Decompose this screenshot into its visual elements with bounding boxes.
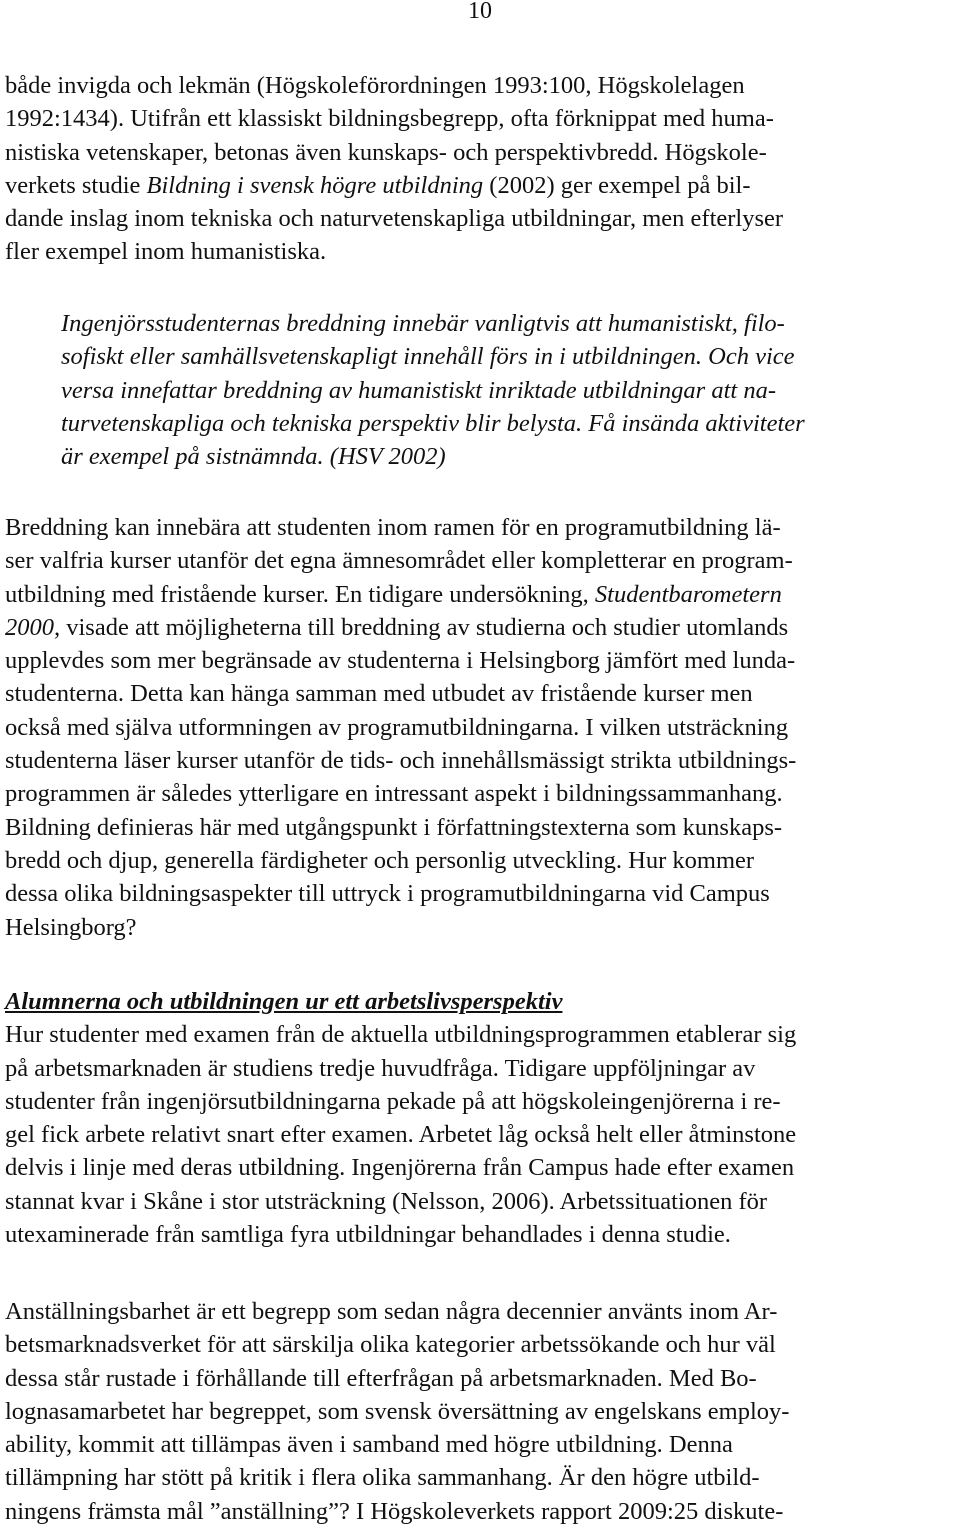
text-line: Anställningsbarhet är ett begrepp som sedan några decennier använts inom Ar- <box>5 1298 778 1325</box>
text-line: fler exempel inom humanistiska. <box>5 238 327 266</box>
text-line: Breddning kan innebära att studenten inom ramen för en programutbildning lä- <box>5 514 781 541</box>
text-line: utexaminerade från samtliga fyra utbildningar behandlades i denna studie. <box>5 1221 731 1249</box>
quote-line: turvetenskapliga och tekniska perspektiv blir belysta. Få insända aktiviteter <box>61 409 805 437</box>
text-line: Hur studenter med examen från de aktuella utbildningsprogrammen etablerar sig <box>5 1021 797 1049</box>
text-line <box>5 169 960 202</box>
text-line: ningens främsta mål ”anställning”? I Högskoleverkets rapport 2009:25 diskute- <box>5 1497 784 1525</box>
text-line: ser valfria kurser utanför det egna ämnesområdet eller kompletterar en program- <box>5 547 793 575</box>
text-line: lognasamarbetet har begreppet, som svensk översättning av engelskans employ- <box>5 1397 790 1425</box>
text-line: delvis i linje med deras utbildning. Ingenjörerna från Campus hade efter examen <box>5 1154 795 1182</box>
text-line: nistiska vetenskaper, betonas även kunskaps- och perspektivbredd. Högskole- <box>5 138 767 166</box>
quote-line: är exempel på sistnämnda. (HSV 2002) <box>61 443 446 471</box>
text-run: (2002) ger exempel på bil- <box>483 171 751 199</box>
section-arbetsliv <box>5 985 960 1251</box>
quote-line: Ingenjörsstudenternas breddning innebär vanligtvis att humanistiskt, filo- <box>61 310 785 337</box>
text-line: programmen är således ytterligare en intressant aspekt i bildningssammanhang. <box>5 780 783 808</box>
text-line: upplevdes som mer begränsade av studenterna i Helsingborg jämfört med lunda- <box>5 647 796 675</box>
text-line: gel fick arbete relativt snart efter examen. Arbetet låg också helt eller åtminstone <box>5 1121 797 1149</box>
paragraph-anstallningsbarhet <box>5 1295 960 1528</box>
text-line: dessa olika bildningsaspekter till uttryck i programutbildningarna vid Campus <box>5 880 770 908</box>
text-run: verkets studie <box>5 171 147 199</box>
text-line: dande inslag inom tekniska och naturvetenskapliga utbildningar, men efterlyser <box>5 205 784 233</box>
survey-title: Studentbarometern <box>594 580 782 608</box>
text-line: studenterna. Detta kan hänga samman med utbudet av fristående kurser men <box>5 680 753 708</box>
text-line: både invigda och lekmän (Högskoleförordningen 1993:100, Högskolelagen <box>5 72 745 99</box>
survey-year: 2000, <box>5 613 61 641</box>
text-run: visade att möjligheterna till breddning av studierna och studier utomlands <box>60 613 789 641</box>
text-line: stannat kvar i Skåne i stor utsträckning (Nelsson, 2006). Arbetssituationen för <box>5 1187 768 1215</box>
text-line: på arbetsmarknaden är studiens tredje huvudfråga. Tidigare uppföljningar av <box>5 1054 756 1082</box>
text-line: bredd och djup, generella färdigheter och personlig utveckling. Hur kommer <box>5 846 755 874</box>
quote-line: sofiskt eller samhällsvetenskapligt innehåll förs in i utbildningen. Och vice <box>61 343 795 371</box>
text-line: ability, kommit att tillämpas även i samband med högre utbildning. Denna <box>5 1431 733 1459</box>
text-line: dessa står rustade i förhållande till efterfrågan på arbetsmarknaden. Med Bo- <box>5 1364 757 1392</box>
text-line: också med själva utformningen av programutbildningarna. I vilken utsträckning <box>5 713 789 741</box>
text-run: utbildning med fristående kurser. En tidigare undersökning, <box>5 580 595 608</box>
section-heading: Alumnerna och utbildningen ur ett arbetslivsperspektiv <box>5 988 563 1015</box>
quote-line: versa innefattar breddning av humanistiskt inriktade utbildningar att na- <box>61 376 776 404</box>
text-line <box>5 578 960 611</box>
text-line: studenter från ingenjörsutbildningarna pekade på att högskoleingenjörerna i re- <box>5 1087 781 1115</box>
block-quote <box>61 307 960 473</box>
text-line: betsmarknadsverket för att särskilja olika kategorier arbetssökande och hur väl <box>5 1331 776 1359</box>
text-line: tillämpning har stött på kritik i flera olika sammanhang. Är den högre utbild- <box>5 1464 760 1492</box>
text-line: studenterna läser kurser utanför de tids- och innehållsmässigt strikta utbildnings- <box>5 747 797 775</box>
text-line: Helsingborg? <box>5 913 137 941</box>
text-line: Bildning definieras här med utgångspunkt i författningstexterna som kunskaps- <box>5 813 783 841</box>
page-number: 10 <box>468 0 492 24</box>
text-line: 1992:1434). Utifrån ett klassiskt bildningsbegrepp, ofta förknippat med huma- <box>5 105 774 133</box>
paragraph-breddning <box>5 511 960 944</box>
text-line <box>5 611 960 644</box>
report-title: Bildning i svensk högre utbildning <box>146 171 484 199</box>
paragraph-intro <box>5 69 960 269</box>
